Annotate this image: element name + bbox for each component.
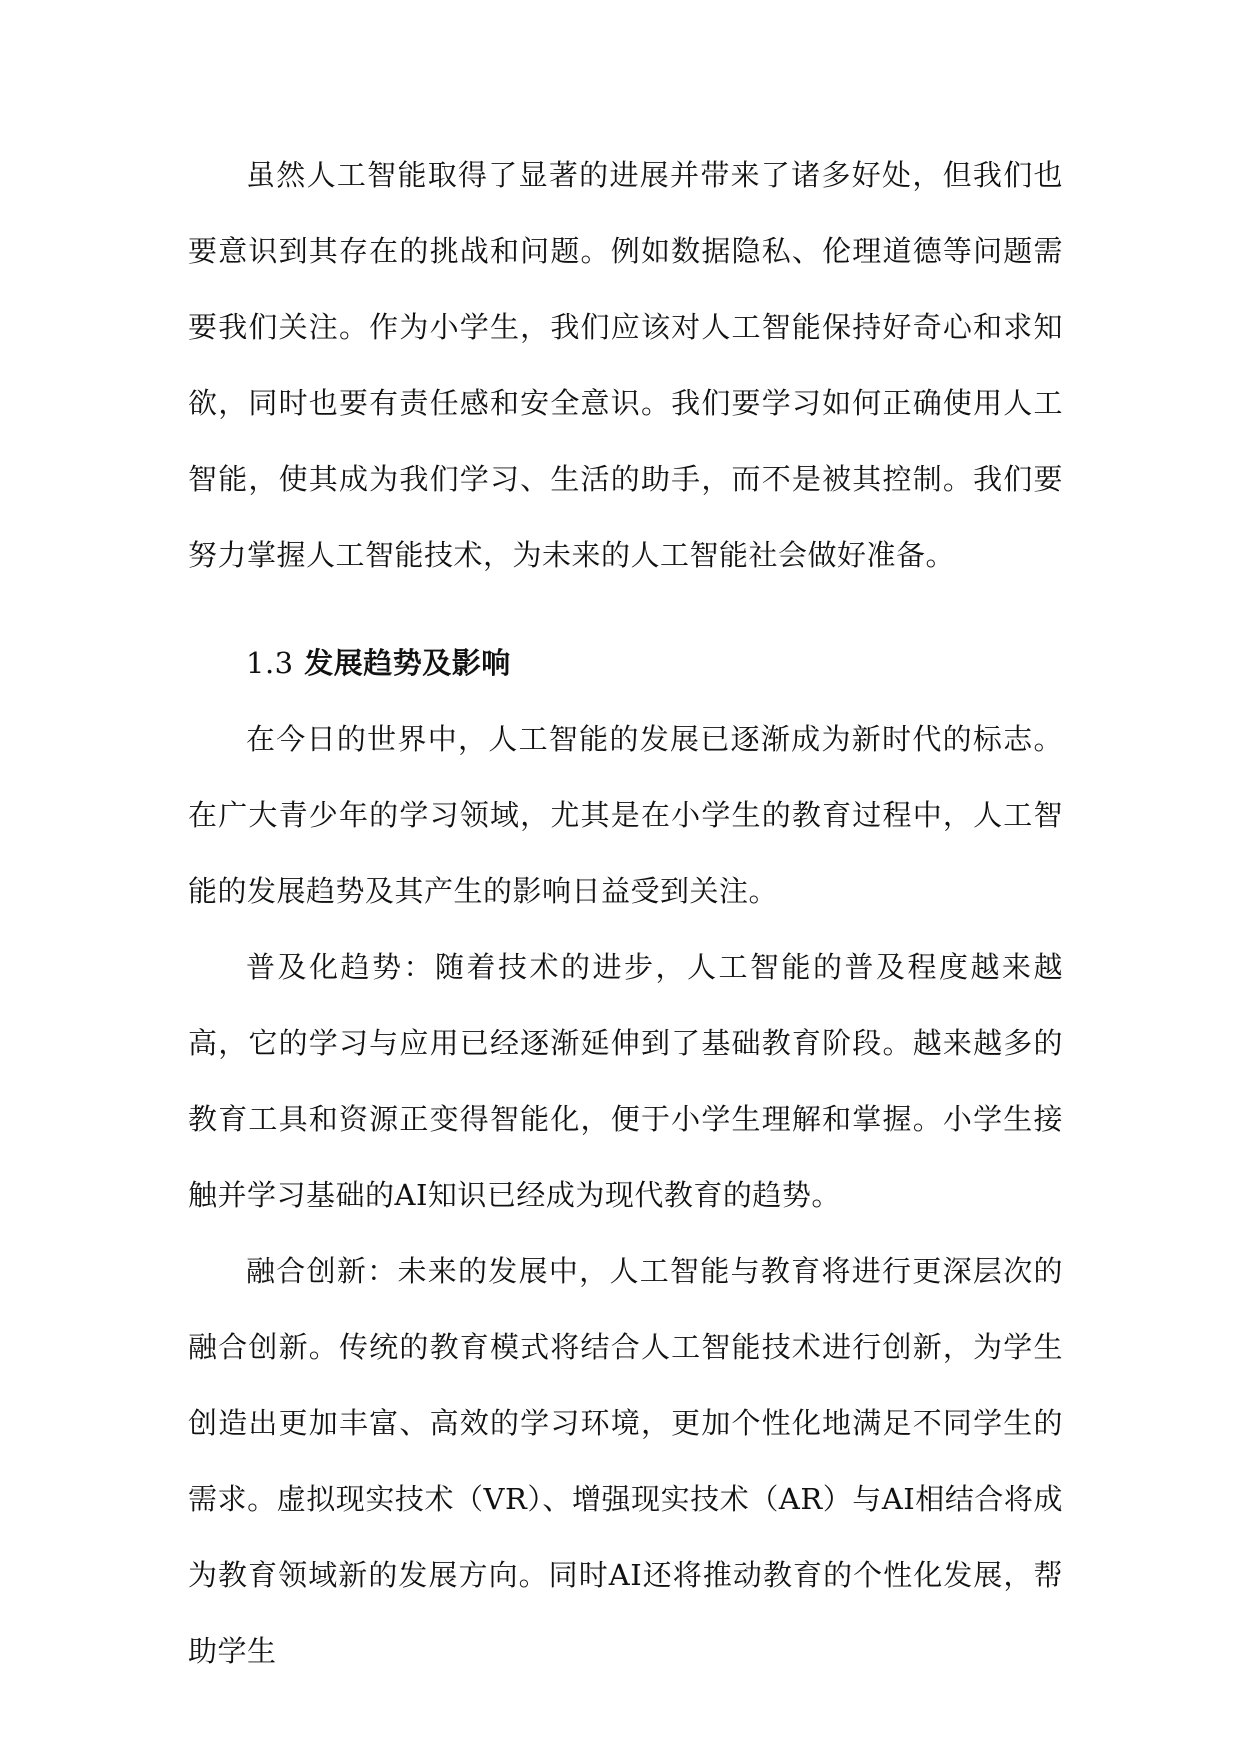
paragraph-ai-challenges: 虽然人工智能取得了显著的进展并带来了诸多好处，但我们也要意识到其存在的挑战和问题。例如数据隐私、伦理道德等问题需要我们关注。作为小学生，我们应该对人工智能保持好奇心和求知欲，同时也要有责任感和安全意识。我们要学习如何正确使用人工智能，使其成为我们学习、生活的助手，而不是被其控制。我们要努力掌握人工智能技术，为未来的人工智能社会做好准备。: [188, 158, 1063, 572]
section-title: 发展趋势及影响: [304, 646, 511, 680]
section-heading: [188, 625, 1063, 701]
section-number: 1.3: [246, 646, 294, 680]
paragraph-intro: 在今日的世界中，人工智能的发展已逐渐成为新时代的标志。在广大青少年的学习领域，尤其是在小学生的教育过程中，人工智能的发展趋势及其产生的影响日益受到关注。: [188, 722, 1063, 908]
paragraph-integration: 融合创新：未来的发展中，人工智能与教育将进行更深层次的融合创新。传统的教育模式将结合人工智能技术进行创新，为学生创造出更加丰富、高效的学习环境，更加个性化地满足不同学生的需求。虚拟现实技术（VR）、增强现实技术（AR）与AI相结合将成为教育领域新的发展方向。同时AI还将推动教育的个性化发展，帮助学生: [188, 1254, 1063, 1668]
paragraph-popularization: 普及化趋势：随着技术的进步，人工智能的普及程度越来越高，它的学习与应用已经逐渐延伸到了基础教育阶段。越来越多的教育工具和资源正变得智能化，便于小学生理解和掌握。小学生接触并学习基础的AI知识已经成为现代教育的趋势。: [188, 950, 1063, 1212]
document-body: [188, 137, 1063, 1689]
